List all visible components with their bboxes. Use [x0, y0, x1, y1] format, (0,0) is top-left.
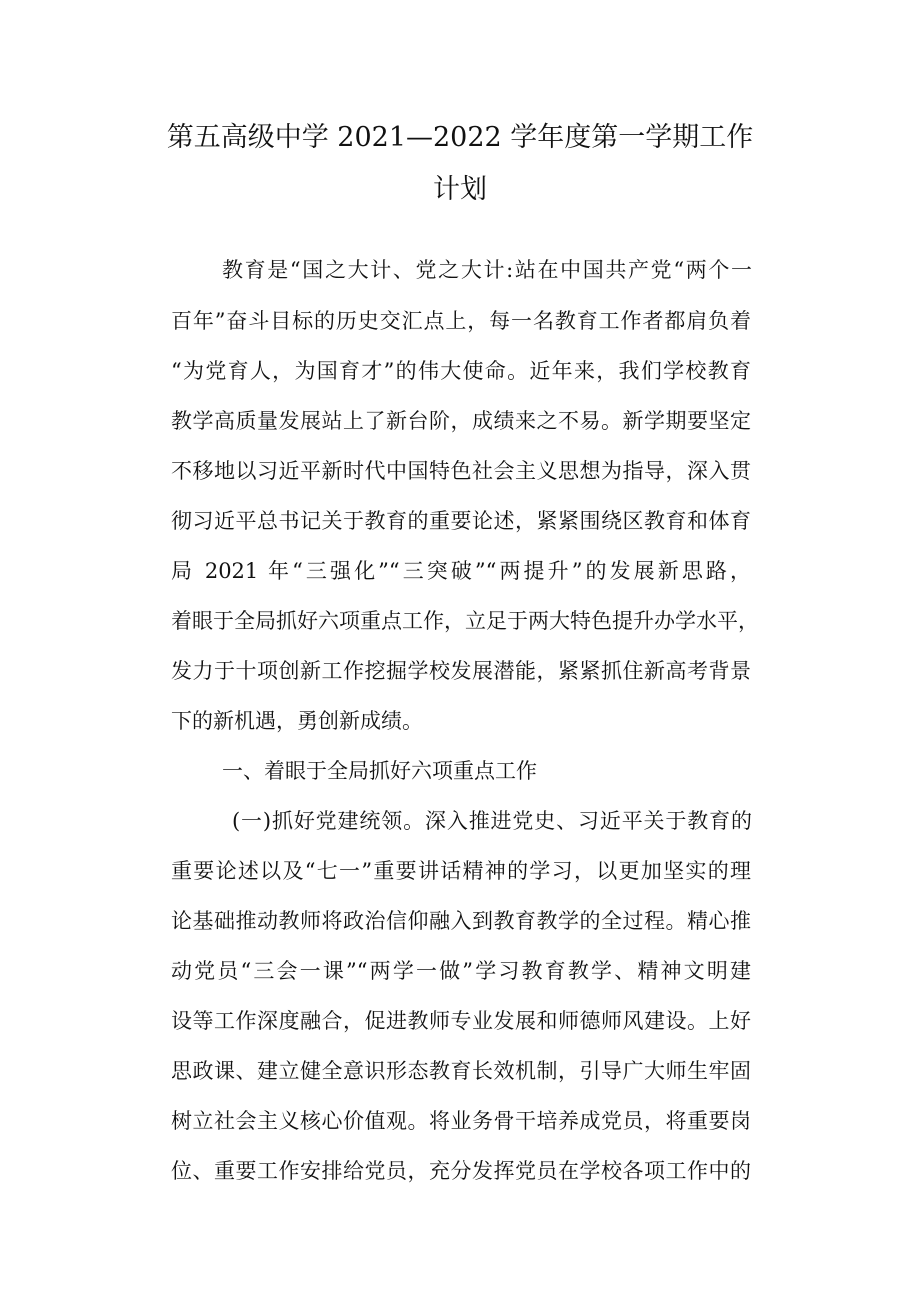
document-title-line-1: 第五高级中学 2021—2022 学年度第一学期工作 [166, 122, 754, 153]
subsection-paragraph-line: 树立社会主义核心价值观。将业务骨干培养成党员，将重要岗 [171, 1109, 751, 1133]
document-title-line-2: 计划 [433, 174, 487, 205]
intro-paragraph-line: “为党育人，为国育才”的伟大使命。近年来，我们学校教育 [171, 359, 751, 383]
intro-paragraph-line: 彻习近平总书记关于教育的重要论述，紧紧围绕区教育和体育 [171, 509, 751, 533]
subsection-paragraph-line: 重要论述以及“七一”重要讲话精神的学习，以更加坚实的理 [171, 859, 751, 883]
intro-paragraph-line: 发力于十项创新工作挖掘学校发展潜能，紧紧抓住新高考背景 [171, 659, 751, 683]
subsection-paragraph-line: 设等工作深度融合，促进教师专业发展和师德师风建设。上好 [171, 1009, 751, 1033]
intro-paragraph-line: 教育是“国之大计、党之大计:站在中国共产党“两个一 [222, 258, 752, 282]
intro-paragraph-line: 下的新机遇，勇创新成绩。 [171, 709, 423, 733]
subsection-paragraph-line: 位、重要工作安排给党员，充分发挥党员在学校各项工作中的 [171, 1159, 751, 1183]
intro-paragraph-line: 教学高质量发展站上了新台阶，成绩来之不易。新学期要坚定 [171, 409, 751, 433]
intro-paragraph-line: 百年”奋斗目标的历史交汇点上，每一名教育工作者都肩负着 [171, 309, 751, 333]
section-heading: 一、着眼于全局抓好六项重点工作 [222, 759, 537, 783]
subsection-paragraph-line: (一)抓好党建统领。深入推进党史、习近平关于教育的 [232, 809, 752, 833]
intro-paragraph-line: 着眼于全局抓好六项重点工作，立足于两大特色提升办学水平， [171, 609, 759, 633]
subsection-paragraph-line: 论基础推动教师将政治信仰融入到教育教学的全过程。精心推 [171, 909, 751, 933]
subsection-paragraph-line: 思政课、建立健全意识形态教育长效机制，引导广大师生牢固 [171, 1059, 751, 1083]
subsection-paragraph-line: 动党员“三会一课”“两学一做”学习教育教学、精神文明建 [171, 959, 751, 983]
intro-paragraph-line: 局 2021 年“三强化”“三突破”“两提升”的发展新思路， [171, 559, 751, 583]
intro-paragraph-line: 不移地以习近平新时代中国特色社会主义思想为指导，深入贯 [171, 459, 751, 483]
